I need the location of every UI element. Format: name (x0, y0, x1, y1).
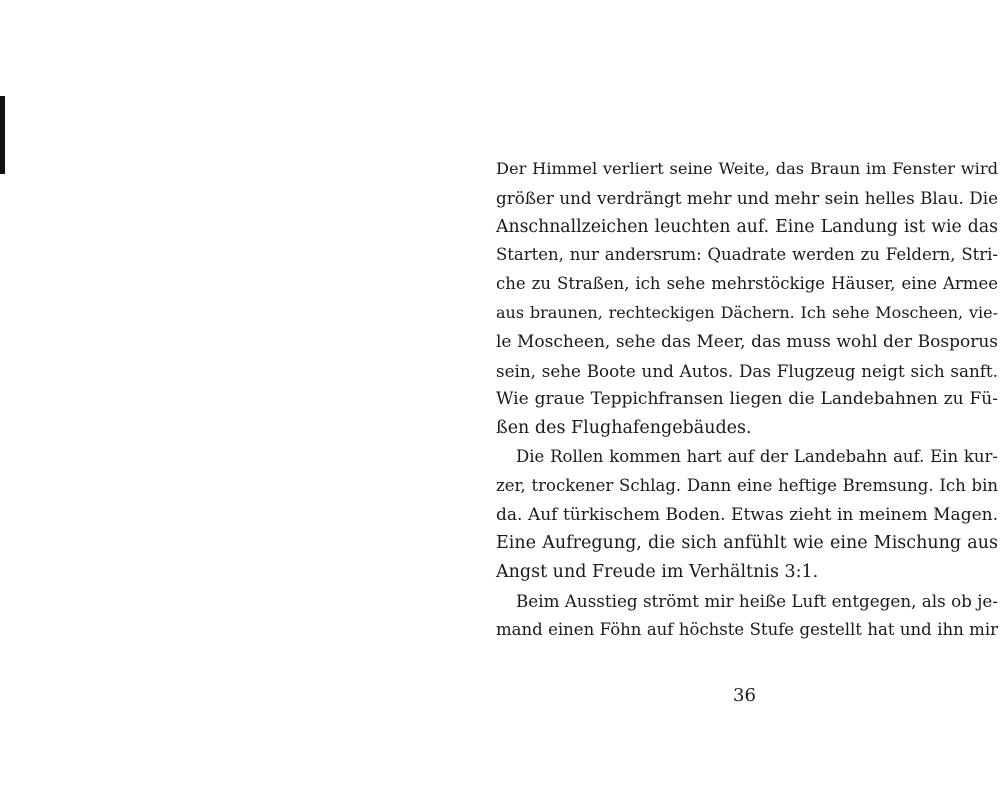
text-line: Starten, nur andersrum: Quadrate werden zu Feldern, Stri- (496, 245, 998, 265)
paragraph-2 (496, 443, 998, 587)
text-line: größer und verdrängt mehr und mehr sein helles Blau. Die (496, 187, 998, 208)
text-line: Der Himmel verliert seine Weite, das Braun im Fenster wird (496, 159, 998, 178)
text-line: le Moscheen, sehe das Meer, das muss wohl der Bosporus (496, 331, 998, 352)
text-line: zer, trockener Schlag. Dann eine heftige Bremsung. Ich bin (496, 475, 998, 495)
text-line: Eine Aufregung, die sich anfühlt wie eine Mischung aus (496, 533, 998, 554)
text-line: Angst und Freude im Verhältnis 3:1. (496, 562, 819, 583)
margin-bar (0, 96, 5, 174)
text-line: Beim Ausstieg strömt mir heiße Luft entgegen, als ob je- (516, 590, 998, 611)
text-line: mand einen Föhn auf höchste Stufe gestellt hat und ihn mir (496, 619, 998, 639)
text-line: da. Auf türkischem Boden. Etwas zieht in meinem Magen. (496, 504, 998, 525)
text-line: aus braunen, rechteckigen Dächern. Ich sehe Moscheen, vie- (496, 302, 998, 322)
text-line: ßen des Flughafengebäudes. (496, 418, 752, 439)
paragraph-1 (496, 155, 998, 443)
text-line: sein, sehe Boote und Autos. Das Flugzeug neigt sich sanft. (496, 360, 998, 381)
text-line: che zu Straßen, ich sehe mehrstöckige Häuser, eine Armee (496, 274, 998, 294)
text-line: Die Rollen kommen hart auf der Landebahn auf. Ein kur- (516, 446, 998, 466)
text-line: Anschnallzeichen leuchten auf. Eine Landung ist wie das (496, 216, 998, 237)
text-line: Wie graue Teppichfransen liegen die Landebahnen zu Fü- (496, 389, 998, 410)
paragraph-3 (496, 587, 998, 645)
body-text (496, 155, 998, 645)
page-number: 36 (733, 685, 756, 706)
